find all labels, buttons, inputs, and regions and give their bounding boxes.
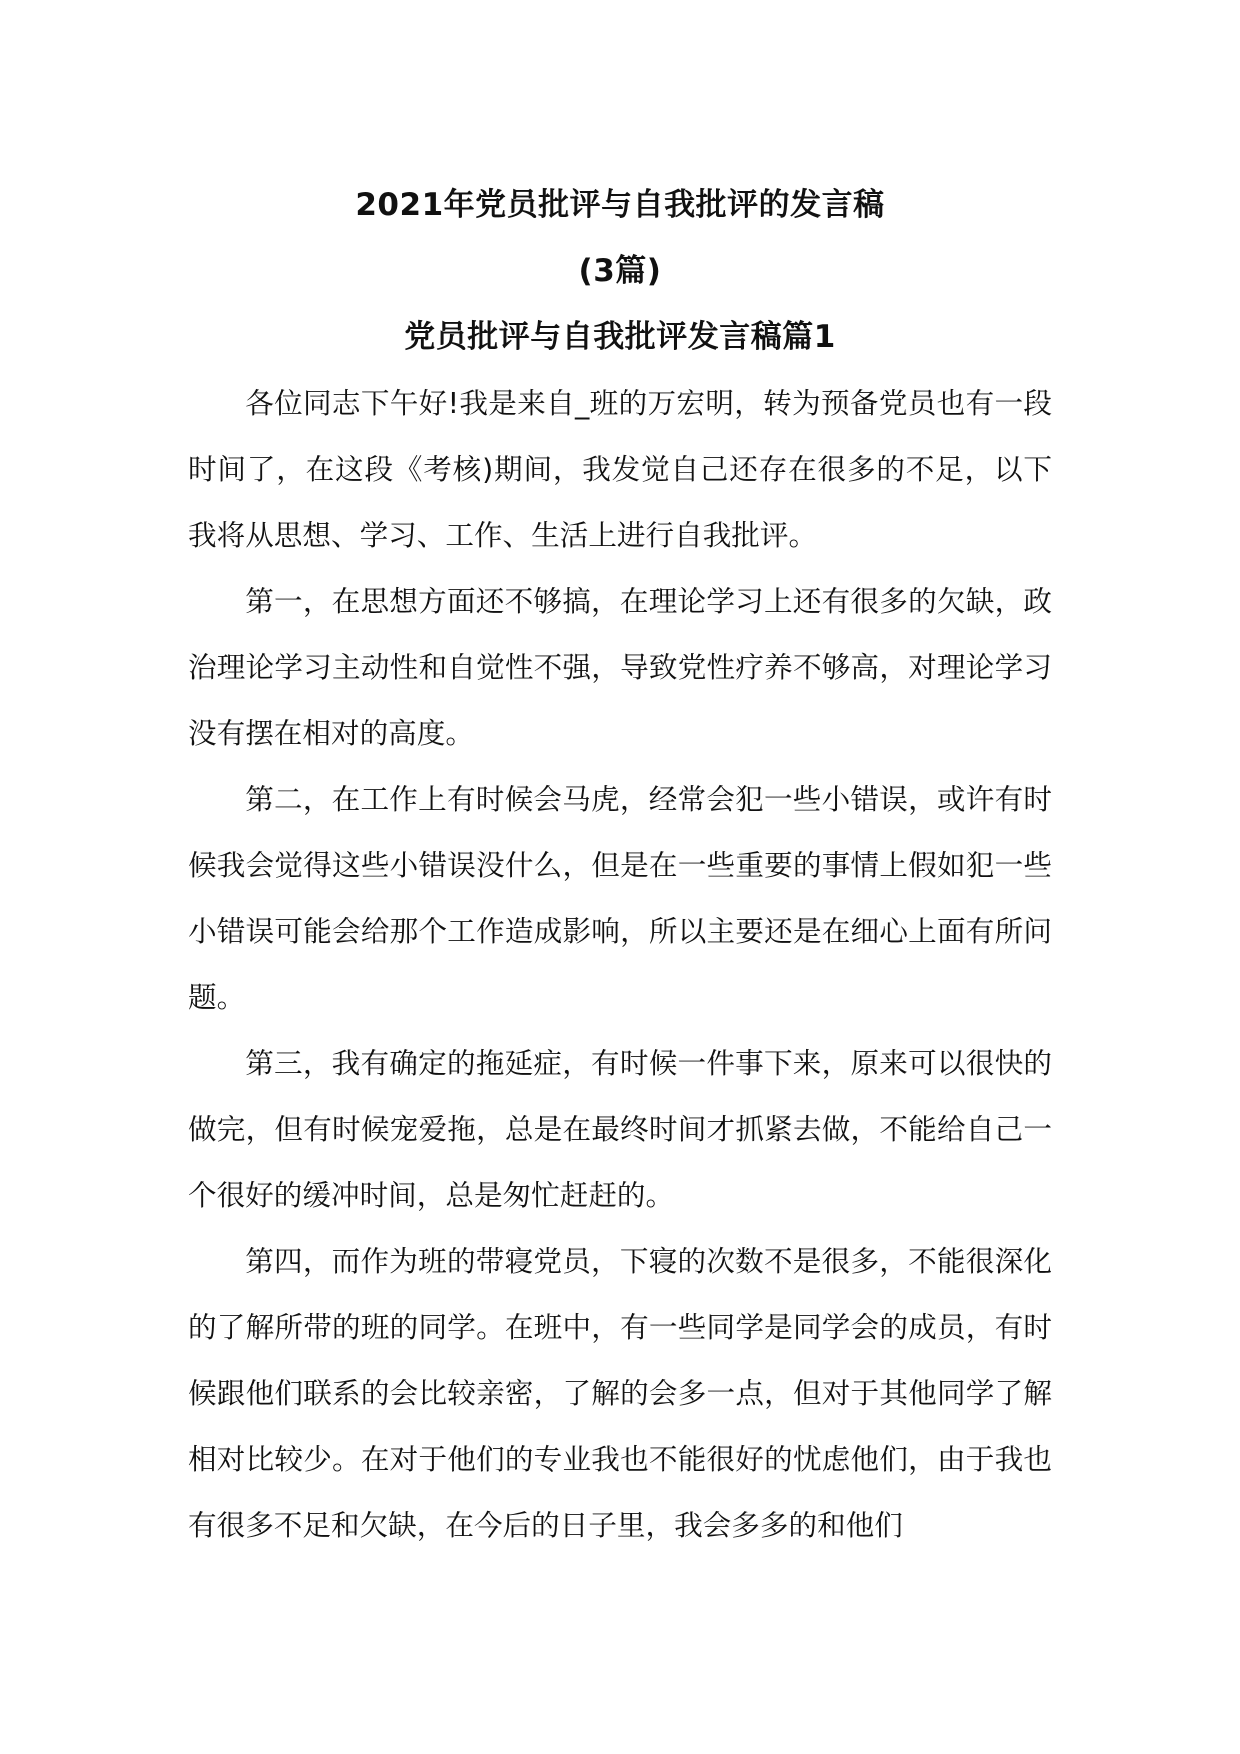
paragraph-first: 第一，在思想方面还不够搞，在理论学习上还有很多的欠缺，政治理论学习主动性和自觉性不强，导致党性疗养不够高，对理论学习没有摆在相对的高度。: [188, 584, 1052, 750]
paragraph-intro: 各位同志下午好!我是来自_班的万宏明，转为预备党员也有一段时间了，在这段《考核)期间，我发觉自己还存在很多的不足，以下我将从思想、学习、工作、生活上进行自我批评。: [188, 386, 1052, 552]
document-title-line2: (3篇): [578, 253, 662, 289]
paragraph-fourth: 第四，而作为班的带寝党员，下寝的次数不是很多，不能很深化的了解所带的班的同学。在班中，有一些同学是同学会的成员，有时候跟他们联系的会比较亲密，了解的会多一点，但对于其他同学了解相对比较少。在对于他们的专业我也不能很好的忧虑他们，由于我也有很多不足和欠缺，在今后的日子里，我会多多的和他们: [188, 1244, 1052, 1542]
paragraph-second: 第二，在工作上有时候会马虎，经常会犯一些小错误，或许有时候我会觉得这些小错误没什么，但是在一些重要的事情上假如犯一些小错误可能会给那个工作造成影响，所以主要还是在细心上面有所问题。: [188, 782, 1052, 1014]
document-title-line1: 2021年党员批评与自我批评的发言稿: [355, 187, 885, 223]
document-body: [188, 172, 1052, 1558]
paragraph-third: 第三，我有确定的拖延症，有时候一件事下来，原来可以很快的做完，但有时候宠爱拖，总是在最终时间才抓紧去做，不能给自己一个很好的缓冲时间，总是匆忙赶赶的。: [188, 1046, 1052, 1212]
section-heading: 党员批评与自我批评发言稿篇1: [404, 319, 836, 355]
